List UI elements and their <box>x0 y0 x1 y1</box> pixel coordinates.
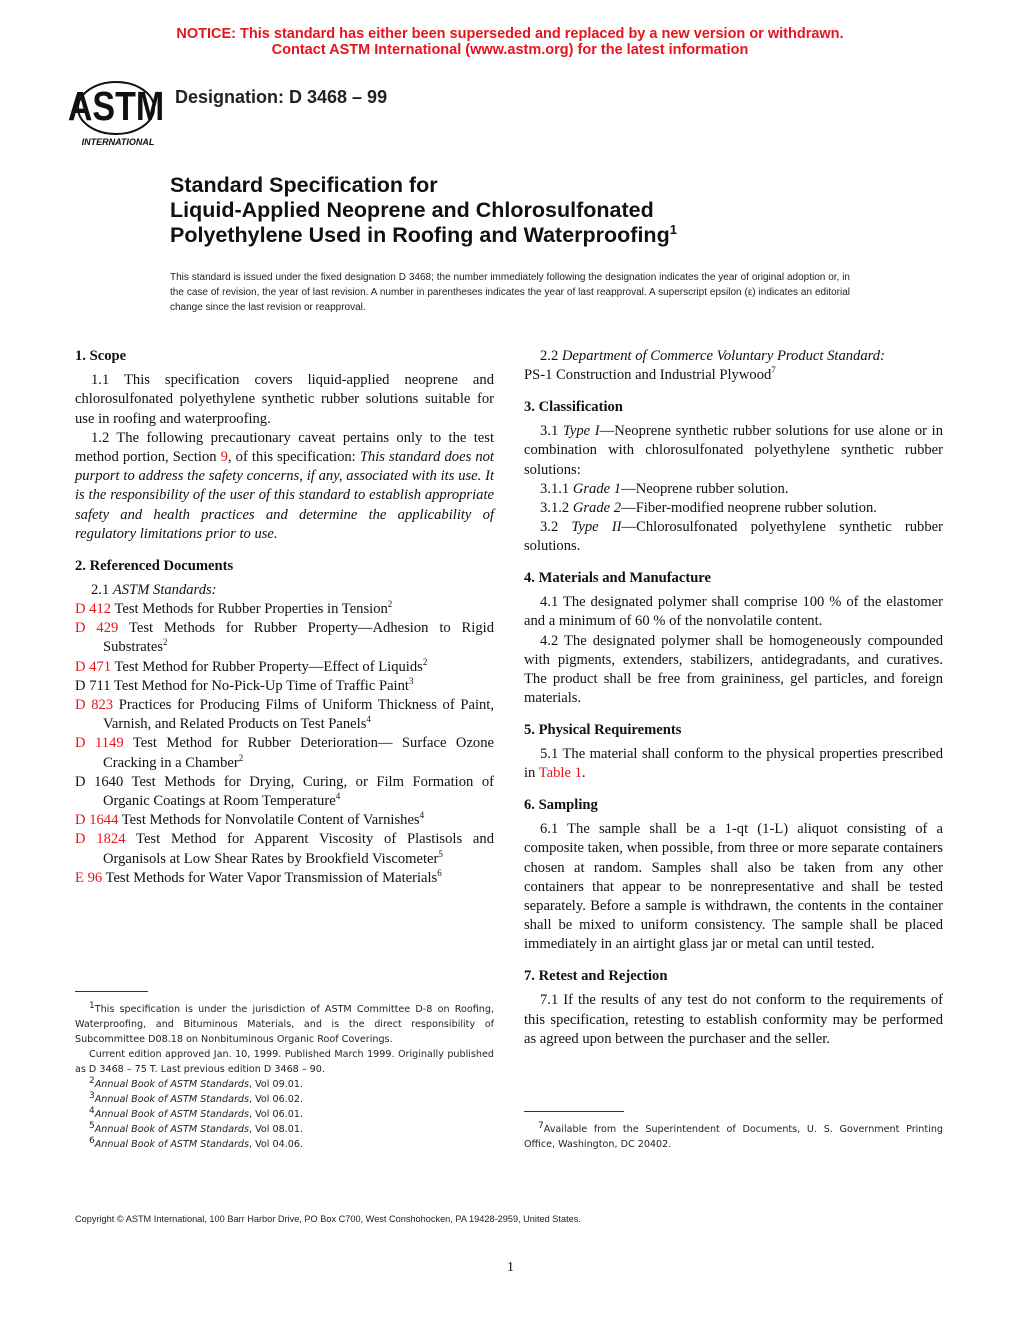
title-footnote-ref[interactable]: 1 <box>669 221 677 237</box>
text-segment: Test Methods for Rubber Property—Adhesion to Rigid Substrates <box>103 620 494 656</box>
reference-item <box>75 734 494 772</box>
text-segment: , Vol 08.01. <box>249 1124 304 1135</box>
text-segment: 6. Sampling <box>524 797 598 814</box>
notice-line-1: NOTICE: This standard has either been superseded and replaced by a new version or withdrawn. <box>176 26 844 42</box>
cross-reference-link[interactable]: D 823 <box>75 696 114 713</box>
reference-item <box>75 830 494 868</box>
text-segment: Grade 2 <box>572 499 622 516</box>
text-segment: Current edition approved Jan. 10, 1999. Published March 1999. Originally published as D 3468 – 75 T. Last previous edition D 3468 – 90. <box>75 1049 494 1075</box>
text-segment: 1.1 This specification covers liquid-applied neoprene and chlorosulfonated polyethylene synthetic rubber solutions suitable for use in roofing and waterproofing. <box>75 372 494 427</box>
footnote-marker[interactable]: 6 <box>89 1135 95 1146</box>
footnote-marker[interactable]: 2 <box>163 637 168 648</box>
paragraph <box>524 366 943 385</box>
text-segment: 1.2 The following precautionary caveat pertains only to the test method portion, Section <box>75 429 494 466</box>
reference-item <box>75 869 494 888</box>
section-heading <box>75 557 494 576</box>
paragraph <box>524 820 943 954</box>
text-segment: Type II <box>571 519 622 536</box>
reference-item <box>75 773 494 811</box>
cross-reference-link[interactable]: D 471 <box>75 658 112 675</box>
footnote-marker[interactable]: 7 <box>771 365 776 376</box>
text-segment: Practices for Producing Films of Uniform Thickness of Paint, Varnish, and Related Products on Test Panels <box>103 696 494 733</box>
footnote-marker[interactable]: 6 <box>437 867 442 878</box>
text-segment: —Neoprene rubber solution. <box>621 480 789 497</box>
text-segment: 6.1 The sample shall be a 1-qt (1-L) aliquot consisting of a composite taken, when possible, from three or more separate containers chosen at random. Samples shall also be taken from any other containers that appear to be nonrepresentative and shall be tested separately. Before a sample is withdrawn, the contents in the container shall be mixed to uniform consistency. The sample shall be placed immediately in an airtight glass jar or metal can until tested. <box>524 821 943 953</box>
footnote-divider-right <box>524 1111 624 1112</box>
text-segment: Test Methods for Nonvolatile Content of Varnishes <box>118 812 420 829</box>
footnote-marker[interactable]: 5 <box>89 1120 95 1131</box>
text-segment: 5.1 The material shall conform to the physical properties prescribed in <box>524 746 943 782</box>
text-segment: Available from the Superintendent of Documents, U. S. Government Printing Office, Washington, DC 20402. <box>524 1124 943 1150</box>
text-segment: Annual Book of ASTM Standards <box>94 1124 250 1135</box>
footnote-marker[interactable]: 4 <box>366 714 371 725</box>
paragraph <box>524 1122 943 1152</box>
text-segment: 2. Referenced Documents <box>75 557 234 574</box>
text-segment: 1. Scope <box>75 348 127 364</box>
cross-reference-link[interactable]: E 96 <box>75 869 103 886</box>
section-heading <box>524 398 943 417</box>
paragraph <box>75 1107 494 1122</box>
designation: Designation: D 3468 – 99 <box>175 87 388 107</box>
footnote-marker[interactable]: 2 <box>387 599 393 610</box>
footnote-marker[interactable]: 2 <box>89 1075 95 1086</box>
text-segment: ASTM Standards: <box>112 581 217 598</box>
text-segment: 3. Classification <box>524 398 623 415</box>
paragraph <box>524 991 943 1049</box>
cross-reference-link[interactable]: D 1149 <box>75 735 124 752</box>
text-segment: D 711 Test Method for No-Pick-Up Time of Traffic Paint <box>75 677 409 694</box>
text-segment: 4.2 The designated polymer shall be homogeneously compounded with pigments, extenders, stabilizers, antidegradants, and curatives. The product shall be free from graininess, gel particles, and foreign materials. <box>524 632 943 707</box>
page-number: 1 <box>507 1260 514 1275</box>
footnotes-right <box>524 1122 943 1152</box>
text-segment: 3.1.2 <box>540 499 573 516</box>
cross-reference-link[interactable]: 9 <box>220 449 228 466</box>
footnote-marker[interactable]: 3 <box>89 1090 95 1101</box>
cross-reference-link[interactable]: D 1824 <box>75 831 126 848</box>
text-segment: . <box>581 765 586 782</box>
section-heading <box>524 569 943 588</box>
cross-reference-link[interactable]: D 1644 <box>75 812 119 829</box>
text-segment: Test Methods for Rubber Properties in Tension <box>111 600 388 617</box>
supersede-notice <box>0 26 1020 58</box>
text-segment: Test Method for Apparent Viscosity of Plastisols and Organisols at Low Shear Rates by Brookfield Viscometer <box>103 831 494 867</box>
text-segment: 2.2 <box>540 348 562 364</box>
paragraph <box>75 1092 494 1107</box>
text-segment: Annual Book of ASTM Standards <box>94 1094 250 1105</box>
text-segment: 2.1 <box>91 581 113 598</box>
title-line-3-text: Polyethylene Used in Roofing and Waterproofing <box>170 223 670 247</box>
document-title <box>170 173 677 248</box>
paragraph <box>75 581 494 600</box>
paragraph <box>524 745 943 783</box>
copyright: Copyright © ASTM International, 100 Barr Harbor Drive, PO Box C700, West Conshohocken, PA 19428-2959, United States. <box>75 1214 581 1224</box>
text-segment: Annual Book of ASTM Standards <box>94 1079 250 1090</box>
paragraph <box>524 593 943 631</box>
text-segment: 5. Physical Requirements <box>524 721 682 738</box>
astm-logo <box>67 78 165 148</box>
svg-text:INTERNATIONAL: INTERNATIONAL <box>81 137 155 147</box>
reference-item <box>75 811 494 830</box>
text-segment: Type I <box>562 423 600 440</box>
intro-note: This standard is issued under the fixed designation D 3468; the number immediately following the designation indicates the year of original adoption or, in the case of revision, the year of last revision. A number in parentheses indicates the year of last reapproval. A superscript epsilon (ε) indicates an editorial change since the last revision or reapproval. <box>170 272 850 313</box>
reference-item <box>75 619 494 657</box>
text-segment: —Fiber-modified neoprene rubber solution. <box>621 499 877 516</box>
text-segment: , Vol 06.01. <box>249 1109 304 1120</box>
text-segment: Annual Book of ASTM Standards <box>94 1109 250 1120</box>
footnote-marker[interactable]: 2 <box>422 656 428 667</box>
title-line-1: Standard Specification for <box>170 173 438 197</box>
footnote-marker[interactable]: 2 <box>238 752 244 763</box>
paragraph <box>75 1137 494 1152</box>
reference-item <box>75 658 494 677</box>
footnote-marker[interactable]: 7 <box>538 1120 544 1131</box>
text-segment: , Vol 06.02. <box>249 1094 304 1105</box>
text-segment: Test Methods for Water Vapor Transmission of Materials <box>102 869 438 886</box>
reference-item <box>75 600 494 619</box>
footnotes-left <box>75 1002 494 1152</box>
cross-reference-link[interactable]: D 412 <box>75 600 112 617</box>
footnote-marker[interactable]: 5 <box>438 848 443 859</box>
text-segment: 4. Materials and Manufacture <box>524 570 711 587</box>
paragraph <box>75 1002 494 1047</box>
text-segment: Test Method for Rubber Deterioration— Surface Ozone Cracking in a Chamber <box>103 735 494 771</box>
text-segment: This specification is under the jurisdiction of ASTM Committee D-8 on Roofing, Waterproofing, and Bituminous Materials, and is the direct responsibility of Subcommittee D08.18 on Nonbituminous Organic Roof Coverings. <box>75 1004 494 1045</box>
paragraph <box>524 632 943 709</box>
paragraph <box>524 422 943 480</box>
footnote-marker[interactable]: 4 <box>419 810 425 821</box>
title-line-3 <box>170 223 677 248</box>
text-segment: , Vol 04.06. <box>249 1139 304 1150</box>
cross-reference-link[interactable]: Table 1 <box>538 765 582 782</box>
footnote-marker[interactable]: 1 <box>89 1000 95 1011</box>
paragraph <box>524 518 943 556</box>
text-segment: , of this specification: <box>227 449 360 466</box>
cross-reference-link[interactable]: D 429 <box>75 620 119 637</box>
section-heading <box>524 796 943 815</box>
reference-item <box>75 696 494 734</box>
text-segment: 3.2 <box>540 519 572 536</box>
paragraph <box>524 480 943 499</box>
text-segment: Department of Commerce Voluntary Product Standard: <box>561 348 885 364</box>
footnote-marker[interactable]: 4 <box>335 791 341 802</box>
paragraph <box>524 347 943 366</box>
text-segment: PS-1 Construction and Industrial Plywood <box>524 367 772 384</box>
text-segment: —Chlorosulfonated polyethylene synthetic rubber solutions. <box>524 519 943 555</box>
reference-item <box>75 677 494 696</box>
text-segment: Annual Book of ASTM Standards <box>94 1139 250 1150</box>
text-segment: , Vol 09.01. <box>249 1079 304 1090</box>
text-segment: 4.1 The designated polymer shall comprise 100 % of the elastomer and a minimum of 60 % of the nonvolatile content. <box>524 594 943 630</box>
text-segment: 3.1.1 <box>540 480 573 497</box>
section-heading <box>524 721 943 740</box>
right-column <box>524 347 943 1049</box>
text-segment: D 1640 Test Methods for Drying, Curing, or Film Formation of Organic Coatings at Room Temperature <box>75 773 494 809</box>
text-segment: 7.1 If the results of any test do not conform to the requirements of this specification, retesting to establish conformity may be performed as agreed upon between the purchaser and the seller. <box>524 992 943 1047</box>
paragraph <box>75 1047 494 1077</box>
text-segment: —Neoprene synthetic rubber solutions for use alone or in combination with chlorosulfonated polyethylene synthetic rubber solutions: <box>524 423 944 478</box>
paragraph <box>75 1077 494 1092</box>
text-segment: This standard does not purport to address the safety concerns, if any, associated with its use. It is the responsibility of the user of this standard to establish appropriate safety and health practices and determine the applicability of regulatory limitations prior to use. <box>75 449 494 542</box>
text-segment: 7. Retest and Rejection <box>524 968 668 985</box>
text-segment: Test Method for Rubber Property—Effect of Liquids <box>111 658 423 675</box>
paragraph <box>75 1122 494 1137</box>
text-segment: 3.1 <box>540 423 563 440</box>
notice-line-2[interactable]: Contact ASTM International (www.astm.org) for the latest information <box>271 42 749 58</box>
text-segment: Grade 1 <box>572 480 622 497</box>
footnote-divider <box>75 991 148 992</box>
left-column <box>75 347 494 888</box>
svg-text:ASTM: ASTM <box>67 83 165 129</box>
title-line-2: Liquid-Applied Neoprene and Chlorosulfonated <box>170 198 654 222</box>
section-heading <box>75 347 494 366</box>
paragraph <box>75 371 494 429</box>
paragraph <box>524 499 943 518</box>
section-heading <box>524 967 943 986</box>
footnote-marker[interactable]: 4 <box>89 1105 95 1116</box>
footnote-marker[interactable]: 3 <box>408 675 414 686</box>
paragraph <box>75 429 494 544</box>
